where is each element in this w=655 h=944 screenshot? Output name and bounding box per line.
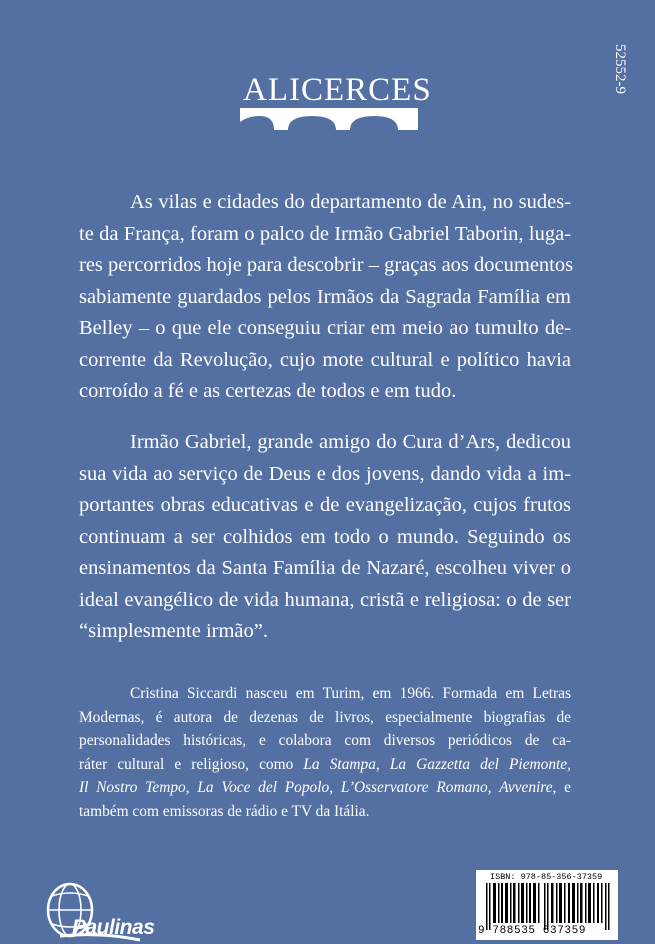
publication-title: La Gazzetta del Piemonte, xyxy=(389,755,571,773)
bio-text: , xyxy=(185,779,198,796)
catalog-code-text: 52552-9 xyxy=(612,44,628,94)
isbn-label: ISBN: 978-85-356-37359 xyxy=(490,872,603,882)
bridge-arches-icon xyxy=(240,108,418,130)
bio-line: Modernas, é autora de dezenas de livros, especialmente biografias de xyxy=(79,708,571,726)
publication-title: L’Osservatore Romano xyxy=(340,779,488,796)
bio-line: também com emissoras de rádio e TV da Itália. xyxy=(79,802,370,820)
barcode xyxy=(476,870,618,940)
publication-title: La Voce del Popolo xyxy=(197,779,330,796)
text-line: sabiamente guardados pelos Irmãos da Sagrada Família em xyxy=(79,285,571,308)
bio-line xyxy=(79,776,571,800)
bio-line: Cristina Siccardi nasceu em Turim, em 1966. Formada em Letras xyxy=(130,685,571,702)
text-line: continuam a ser colhidos em todo o mundo. Seguindo os xyxy=(79,525,571,548)
catalog-code xyxy=(532,44,628,94)
text-line: sua vida ao serviço de Deus e dos jovens, dando vida a im- xyxy=(79,462,571,485)
series-title: ALICERCES xyxy=(243,72,432,108)
bio-text: ráter cultural e religioso, como xyxy=(79,755,304,773)
text-line: te da França, foram o palco de Irmão Gabriel Taborin, luga- xyxy=(79,222,571,245)
author-bio xyxy=(79,682,571,823)
bio-text: , xyxy=(329,779,341,796)
text-line: Belley – o que ele conseguiu criar em meio ao tumulto de- xyxy=(79,317,571,339)
bio-text: , xyxy=(375,755,390,773)
text-line: ensinamentos da Santa Família de Nazaré, escolheu viver o xyxy=(79,557,571,579)
description-paragraph-2 xyxy=(79,427,571,648)
bio-line: personalidades históricas, e colabora com diversos periódicos de ca- xyxy=(79,732,571,749)
text-line: corrente da Revolução, cujo mote cultural e político havia xyxy=(79,348,571,371)
barcode-digits: 9 788535 637359 xyxy=(478,925,587,937)
bio-text: , e xyxy=(552,779,571,796)
publication-title: Il Nostro Tempo xyxy=(79,779,186,796)
description-paragraph-1 xyxy=(79,187,574,408)
text-line: ideal evangélico de vida humana, cristã e religiosa: o de ser xyxy=(79,588,571,611)
text-line: portantes obras educativas e de evangelização, cujos frutos xyxy=(79,494,571,516)
text-line: res percorridos hoje para descobrir – graças aos documentos xyxy=(79,254,574,276)
bio-text: , xyxy=(487,779,500,796)
publication-title: Avvenire xyxy=(499,779,553,796)
publisher-name: Paulinas xyxy=(72,916,155,939)
publication-title: La Stampa xyxy=(303,755,376,773)
bio-line xyxy=(79,753,571,777)
text-line: corroído a fé e as certezas de todos e em tudo. xyxy=(79,380,457,402)
text-line: “simplesmente irmão”. xyxy=(79,620,268,642)
text-line: As vilas e cidades do departamento de Ain, no sudes- xyxy=(130,191,571,213)
text-line: Irmão Gabriel, grande amigo do Cura d’Ars, dedicou xyxy=(130,431,571,453)
barcode-bars-icon xyxy=(486,883,610,930)
